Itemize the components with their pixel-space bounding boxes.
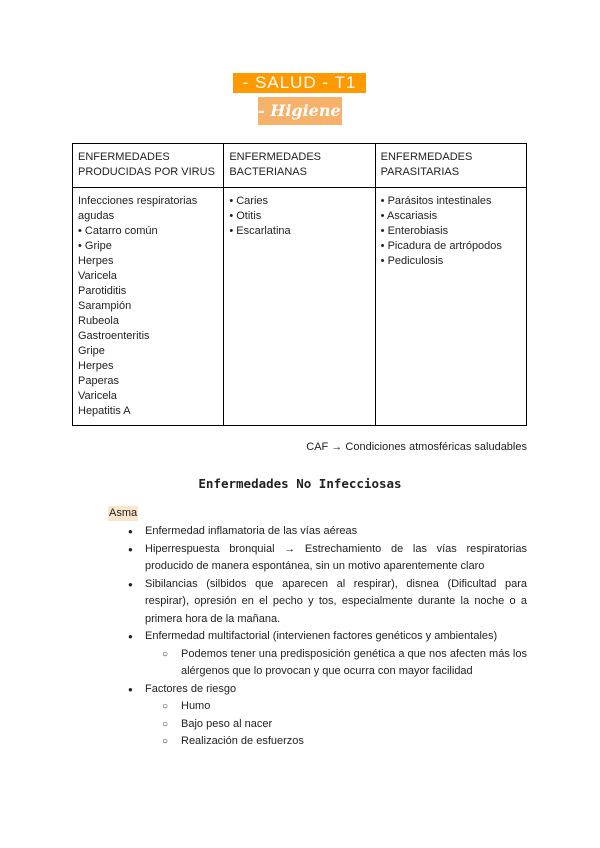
table-item: Rubeola: [78, 315, 119, 327]
table-item: Paperas: [78, 375, 119, 387]
table-item: • Enterobiasis: [380, 225, 449, 237]
table-item: Hepatitis A: [78, 405, 131, 417]
table-item: Parotiditis: [78, 285, 127, 297]
list-item: ● Factores de riesgo: [0, 681, 527, 699]
table-item: • Picadura de artrópodos: [380, 240, 502, 252]
header-parasitic: ENFERMEDADES PARASITARIAS: [375, 144, 526, 188]
diseases-table: [72, 143, 527, 426]
list-item: ● Enfermedad multifactorial (intervienen factores genéticos y ambientales): [0, 628, 527, 646]
sub-list-item: ○ Humo: [0, 698, 527, 716]
table-item: Gripe: [78, 345, 105, 357]
table-item: • Pediculosis: [380, 255, 444, 267]
list-item: ● Hiperrespuesta bronquial → Estrechamiento de las vías respiratorias producido de manera espontánea, sin un motivo aparentemente claro: [0, 541, 527, 576]
table-item: Varicela: [78, 270, 117, 282]
subsection-label: Asma: [109, 507, 138, 519]
table-item: Infecciones respiratorias agudas: [78, 195, 198, 222]
list-item: ● Enfermedad inflamatoria de las vías aéreas: [0, 523, 527, 541]
title-banner: - SALUD - T1: [233, 73, 366, 93]
caf-note: CAF → Condiciones atmosféricas saludables: [306, 441, 527, 453]
table-item: • Ascariasis: [380, 210, 438, 222]
sub-list-item: ○ Bajo peso al nacer: [0, 716, 527, 734]
cell-parasitic: [375, 188, 526, 426]
table-item: • Catarro común: [78, 225, 158, 237]
bullet-list: [0, 523, 600, 751]
table-item: Gastroenteritis: [78, 330, 150, 342]
cell-virus: [73, 188, 224, 426]
table-item: • Otitis: [229, 210, 262, 222]
section-heading: Enfermedades No Infecciosas: [198, 476, 402, 491]
table-item: Herpes: [78, 360, 114, 372]
table-item: Sarampión: [78, 300, 132, 312]
table-item: • Gripe: [78, 240, 112, 252]
subtitle-banner: - Higiene -: [258, 97, 342, 125]
table-item: Varicela: [78, 390, 117, 402]
table-item: • Escarlatina: [229, 225, 291, 237]
list-item: ● Sibilancias (silbidos que aparecen al respirar), disnea (Dificultad para respirar), opresión en el pecho y tos, especialmente durante la noche o a primera hora de la mañana.: [0, 576, 527, 629]
table-item: Herpes: [78, 255, 114, 267]
cell-bacterial: [224, 188, 375, 426]
sub-list-item: ○ Podemos tener una predisposición genética a que nos afecten más los alérgenos que lo provocan y que ocurra con mayor facilidad: [0, 646, 527, 681]
header-virus: ENFERMEDADES PRODUCIDAS POR VIRUS: [73, 144, 224, 188]
table-item: • Parásitos intestinales: [380, 195, 492, 207]
header-bacterial: ENFERMEDADES BACTERIANAS: [224, 144, 375, 188]
sub-list-item: ○ Realización de esfuerzos: [0, 733, 527, 751]
table-item: • Caries: [229, 195, 269, 207]
